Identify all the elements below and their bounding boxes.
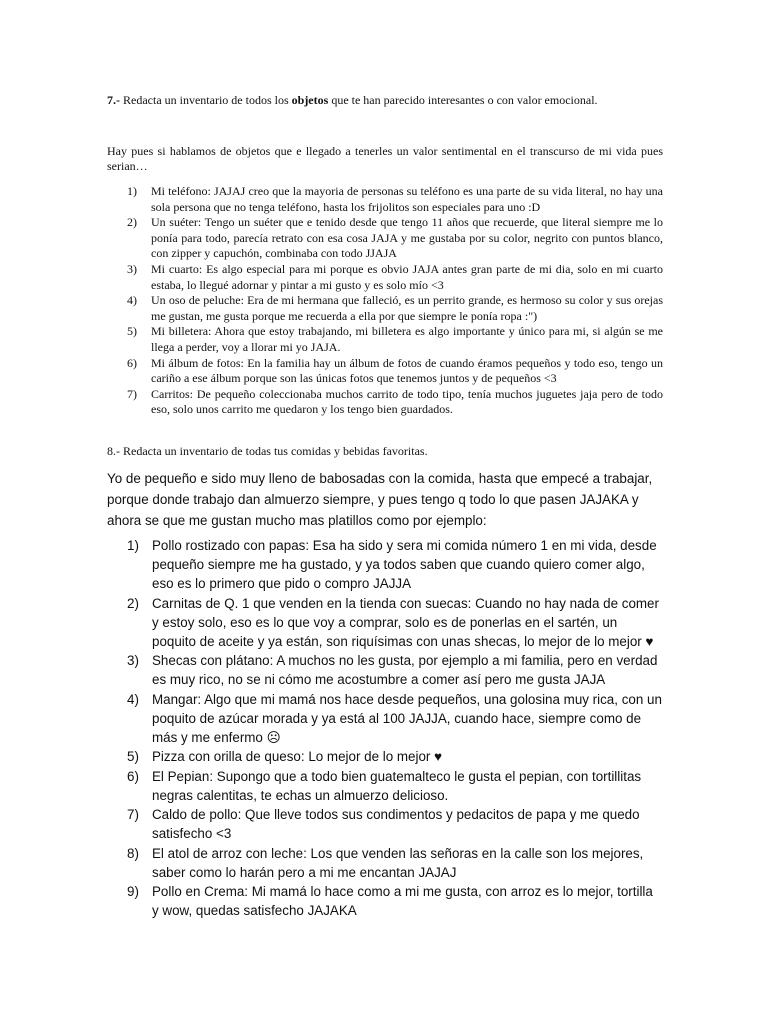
list-item-text: Mi cuarto: Es algo especial para mi porque es obvio JAJA antes gran parte de mi dia, solo en mi cuarto estaba, lo llegué adornar y pintar a mi gusto y es solo mío <3 [151, 261, 663, 292]
list-item-number: 4) [127, 691, 139, 707]
list-item-text: Carritos: De pequeño coleccionaba muchos carrito de todo tipo, tenía muchos juguetes jaja pero de todo eso, solo unos carrito me quedaron y los tengo bien guardados. [151, 386, 663, 417]
list-item-text: Carnitas de Q. 1 que venden en la tienda con suecas: Cuando no hay nada de comer y estoy solo, eso es lo que voy a comprar, solo es de ponerlas en el sartén, un poquito de aceite y ya están, son riquísimas con unas shecas, lo mejor de lo mejor ♥ [152, 595, 659, 649]
question-7-heading [107, 92, 667, 108]
question-8-heading: 8.- Redacta un inventario de todas tus comidas y bebidas favoritas. [107, 444, 428, 458]
list-item [107, 215, 663, 262]
question-7-text-after: que te han parecido interesantes o con valor emocional. [328, 93, 598, 107]
question-7-text-before: Redacta un inventario de todos los [123, 93, 292, 107]
list-item-text: Pizza con orilla de queso: Lo mejor de lo mejor ♥ [152, 749, 443, 764]
section-2-intro: Yo de pequeño e sido muy lleno de babosadas con la comida, hasta que empecé a trabajar, porque donde trabajo dan almuerzo siempre, y pues tengo q todo lo que pasen JAJAKA y ahora se que me gustan mucho mas platillos como por ejemplo: [107, 471, 653, 528]
list-item-text: El Pepian: Supongo que a todo bien guatemalteco le gusta el pepian, con tortillitas negras calentitas, te echas un almuerzo delicioso. [152, 768, 642, 803]
list-item-number: 1) [127, 184, 137, 198]
list-item [107, 184, 663, 215]
list-item [107, 356, 663, 387]
foods-list [107, 536, 663, 921]
list-item-text: Un oso de peluche: Era de mi hermana que falleció, es un perrito grande, es hermoso su color y sus orejas me gustan, me gusta porque me recuerda a ella por que siempre le ponía ropa :") [151, 293, 663, 323]
list-item-number: 8) [127, 845, 139, 861]
section-1-intro: Hay pues si hablamos de objetos que e llegado a tenerles un valor sentimental en el transcurso de mi vida pues serian… [107, 144, 663, 173]
list-item [107, 324, 663, 355]
list-item-number: 7) [127, 807, 139, 822]
list-item-text: Mi teléfono: JAJAJ creo que la mayoria de personas su teléfono es una parte de su vida literal, no hay una sola persona que no tenga teléfono, hasta los frijolitos son especiales para uno :D [151, 184, 663, 214]
list-item-text: Pollo rostizado con papas: Esa ha sido y sera mi comida número 1 en mi vida, desde pequeño siempre me ha gustado, y ya todos saben que cuando quiero comer algo, eso es lo primero que pido o compro JAJJA [152, 538, 657, 591]
objects-list [107, 184, 663, 418]
list-item [107, 262, 663, 293]
question-7-number: 7.- [107, 93, 120, 107]
list-item [107, 882, 663, 920]
list-item [107, 651, 663, 689]
list-item-text: Mi álbum de fotos: En la familia hay un álbum de fotos de cuando éramos pequeños y todo eso, tengo un cariño a ese álbum porque son las únicas fotos que tenemos juntos y de pequeños <3 [151, 355, 663, 386]
list-item-number: 2) [127, 215, 137, 230]
list-item [107, 690, 663, 747]
list-item-number: 2) [127, 595, 139, 611]
list-item [107, 387, 663, 418]
list-item [107, 805, 663, 843]
list-item-text: El atol de arroz con leche: Los que venden las señoras en la calle son los mejores, saber como lo harán pero a mi me encantan JAJAJ [152, 845, 644, 880]
list-item-number: 7) [127, 386, 137, 401]
list-item-number: 1) [127, 538, 139, 553]
list-item [107, 536, 663, 593]
list-item [107, 767, 663, 805]
list-item-text: Pollo en Crema: Mi mamá lo hace como a mi me gusta, con arroz es lo mejor, tortilla y wow, quedas satisfecho JAJAKA [152, 884, 653, 918]
list-item-number: 5) [127, 749, 139, 764]
list-item-number: 4) [127, 293, 137, 308]
list-item [107, 747, 663, 766]
list-item-text: Caldo de pollo: Que lleve todos sus condimentos y pedacitos de papa y me quedo satisfecho <3 [152, 807, 640, 841]
list-item-text: Un suéter: Tengo un suéter que e tenido desde que tengo 11 años que recuerde, que literal siempre me lo ponía para todo, parecía retrato con esa cosa JAJA y me gustaba por su color, negrito con puntos blanco, con zipper y capuchón, combinaba con todo JJAJA [151, 215, 663, 261]
list-item [107, 594, 663, 651]
list-item-text: Mi billetera: Ahora que estoy trabajando, mi billetera es algo importante y único para mi, si algún se me llega a perder, voy a llorar mi yo JAJA. [151, 324, 663, 354]
list-item-number: 9) [127, 884, 139, 899]
list-item-text: Mangar: Algo que mi mamá nos hace desde pequeños, una golosina muy rica, con un poquito de azúcar morada y ya está al 100 JAJJA, cuando hace, siempre como de más y me enfermo ☹ [152, 691, 662, 745]
list-item [107, 844, 663, 882]
list-item-number: 5) [127, 324, 137, 339]
list-item-text: Shecas con plátano: A muchos no les gusta, por ejemplo a mi familia, pero en verdad es muy rico, no se ni cómo me acostumbre a comer así pero me gusta JAJA [152, 653, 658, 687]
list-item-number: 3) [127, 653, 139, 668]
question-7-keyword: objetos [291, 93, 329, 107]
list-item-number: 6) [127, 768, 139, 784]
list-item-number: 3) [127, 261, 137, 276]
list-item-number: 6) [127, 355, 137, 370]
list-item [107, 293, 663, 324]
